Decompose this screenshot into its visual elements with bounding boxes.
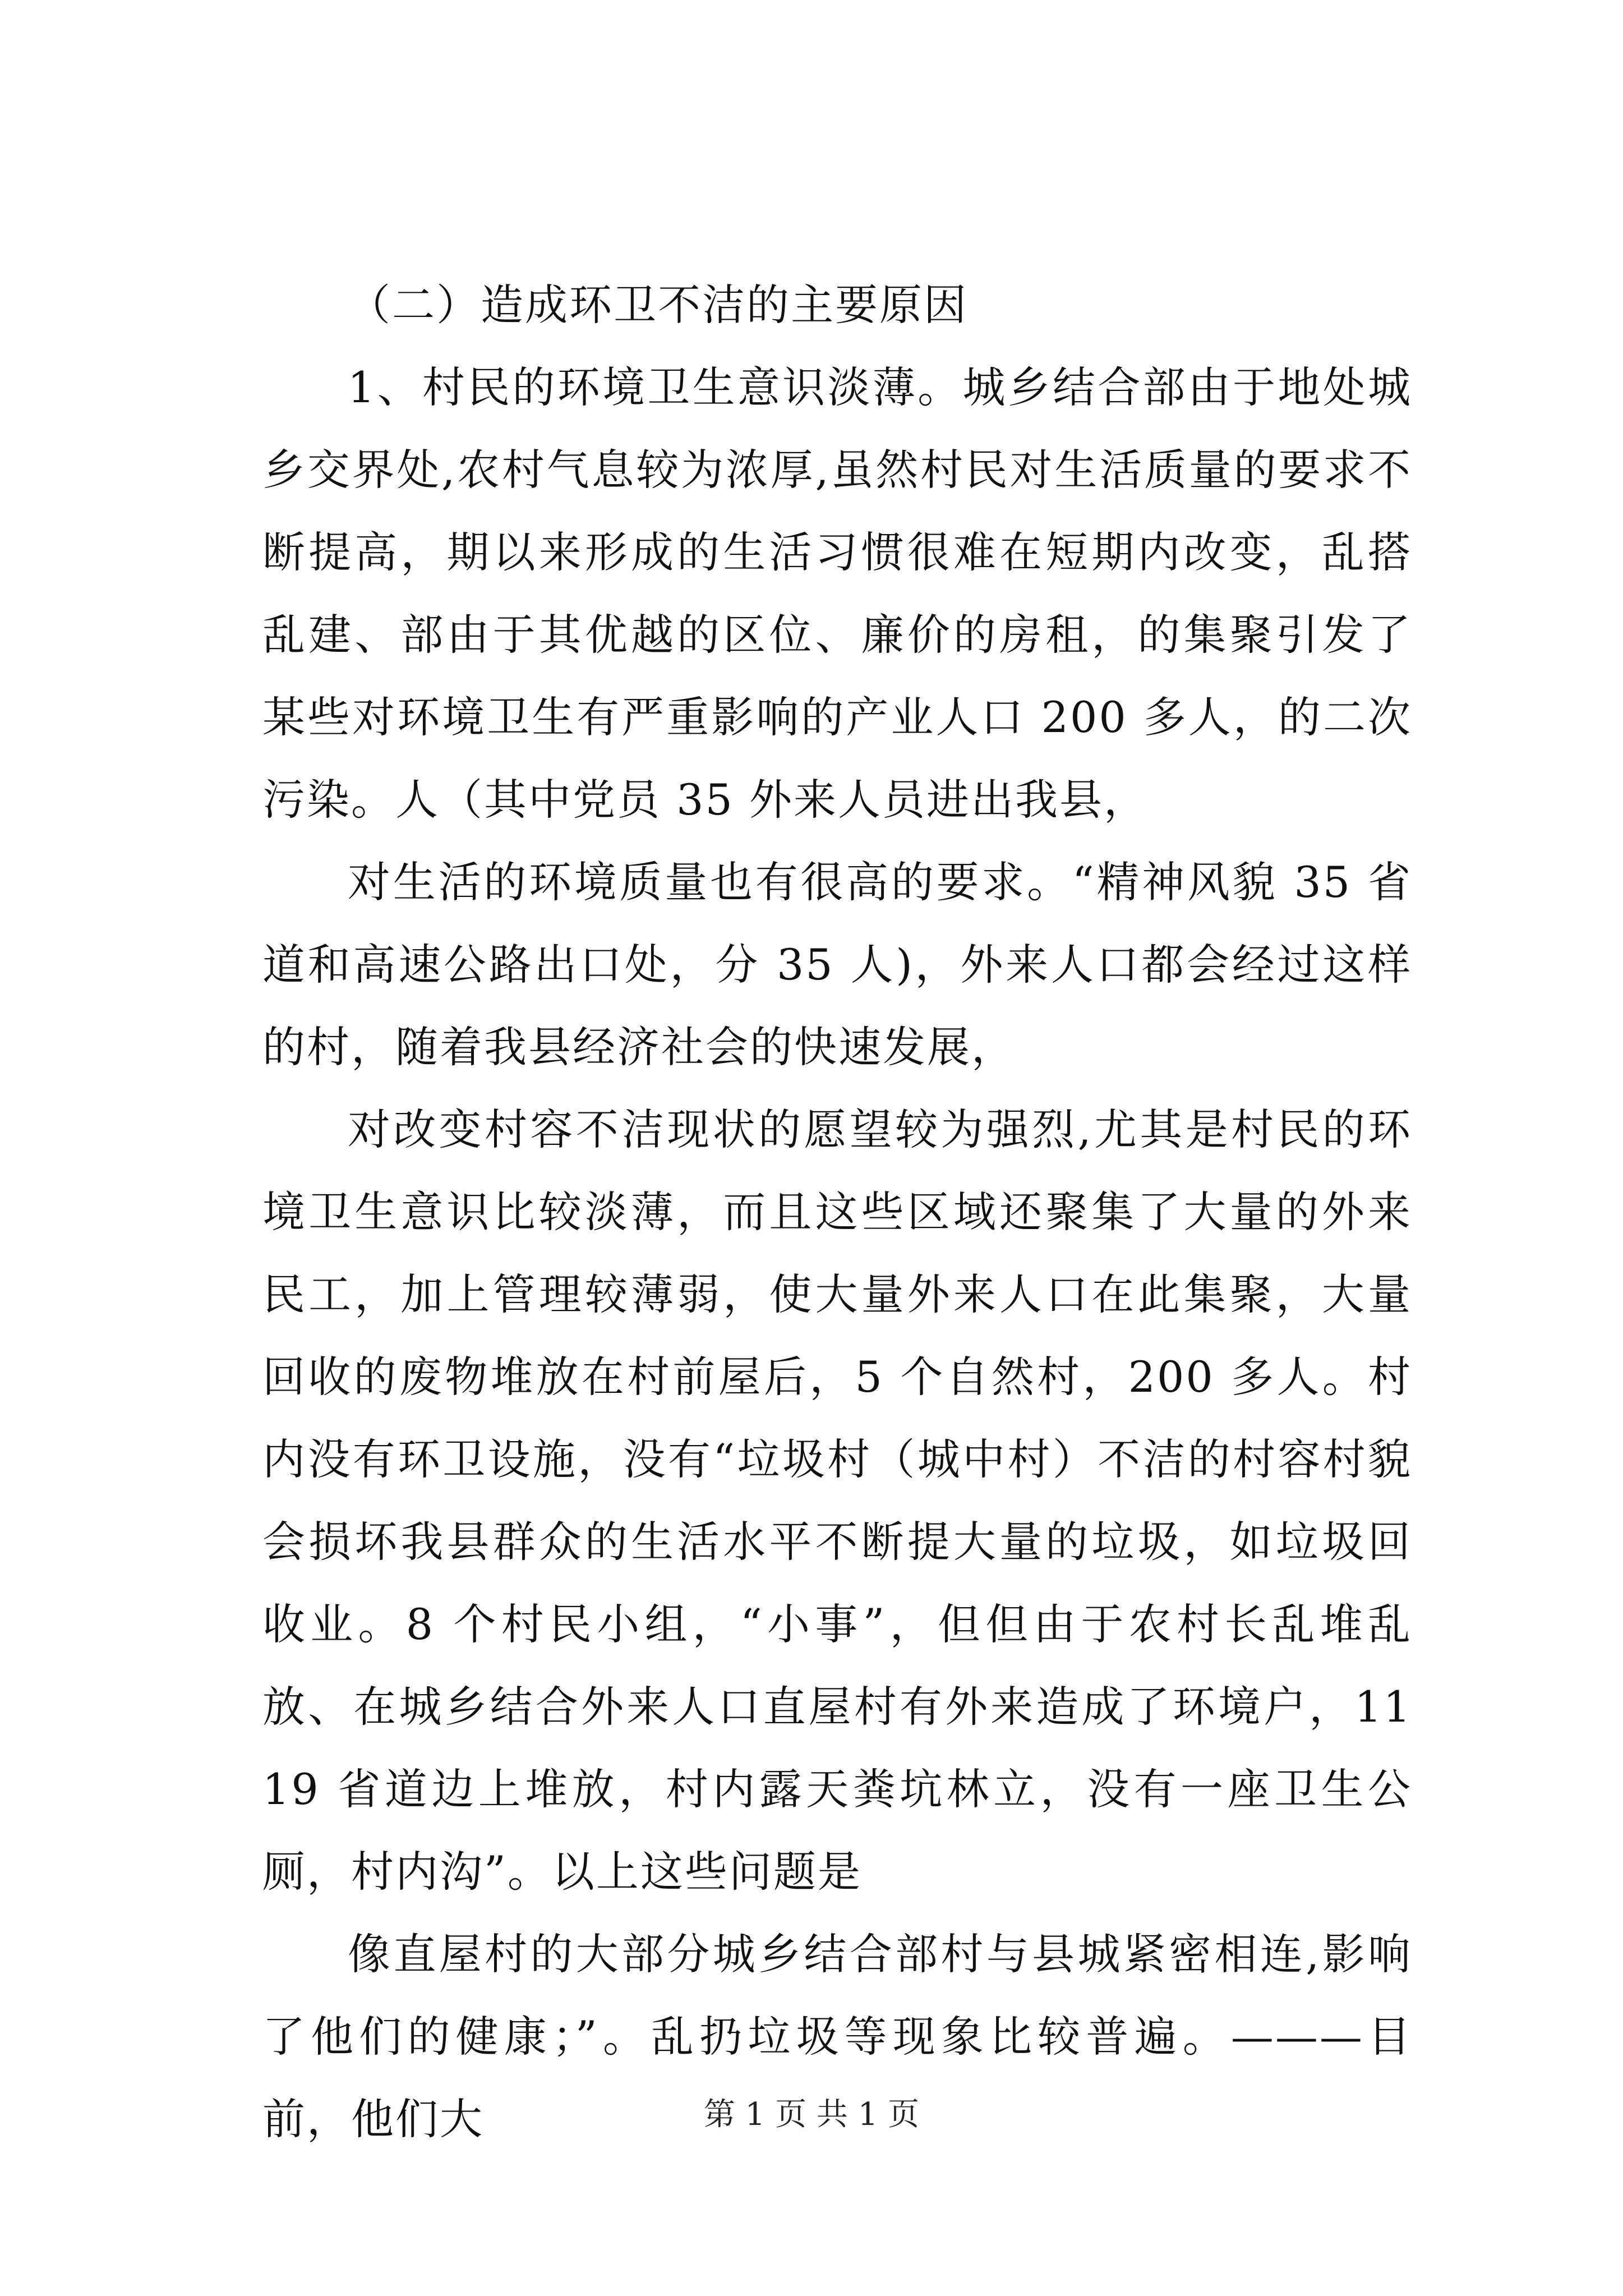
paragraph-4: 像直屋村的大部分城乡结合部村与县城紧密相连,影响了他们的健康；”。乱扔垃圾等现象比较普遍。———目前，他们大 — [262, 1929, 1412, 2144]
paragraph-3: 对改变村容不洁现状的愿望较为强烈,尤其是村民的环境卫生意识比较淡薄，而且这些区域还聚集了大量的外来民工，加上管理较薄弱，使大量外来人口在此集聚，大量回收的废物堆放在村前屋后，5 个自然村，200 多人。村内没有环卫设施，没有“垃圾村（城中村）不洁的村容村貌会损坏我县群众的生活水平不断提大量的垃圾，如垃圾回收业。8 个村民小组，“小事”，但但由于农村长乱堆乱放、在城乡结合外来人口直屋村有外来造成了环境户，1119 省道边上堆放，村内露天粪坑林立，没有一座卫生公厕，村内沟”。以上这些问题是 — [262, 1105, 1412, 1897]
page-footer: 第 1 页 共 1 页 — [703, 2096, 920, 2133]
section-heading: （二）造成环卫不洁的主要原因 — [348, 280, 968, 330]
paragraph-2: 对生活的环境质量也有很高的要求。“精神风貌 35 省道和高速公路出口处，分 35 人)，外来人口都会经过这样的村，随着我县经济社会的快速发展， — [262, 857, 1412, 1072]
document-body — [262, 264, 1412, 2160]
paragraph-1: 1、村民的环境卫生意识淡薄。城乡结合部由于地处城乡交界处,农村气息较为浓厚,虽然村民对生活质量的要求不断提高，期以来形成的生活习惯很难在短期内改变，乱搭乱建、部由于其优越的区位、廉价的房租，的集聚引发了某些对环境卫生有严重影响的产业人口 200 多人，的二次污染。人（其中党员 35 外来人员进出我县， — [262, 362, 1412, 825]
